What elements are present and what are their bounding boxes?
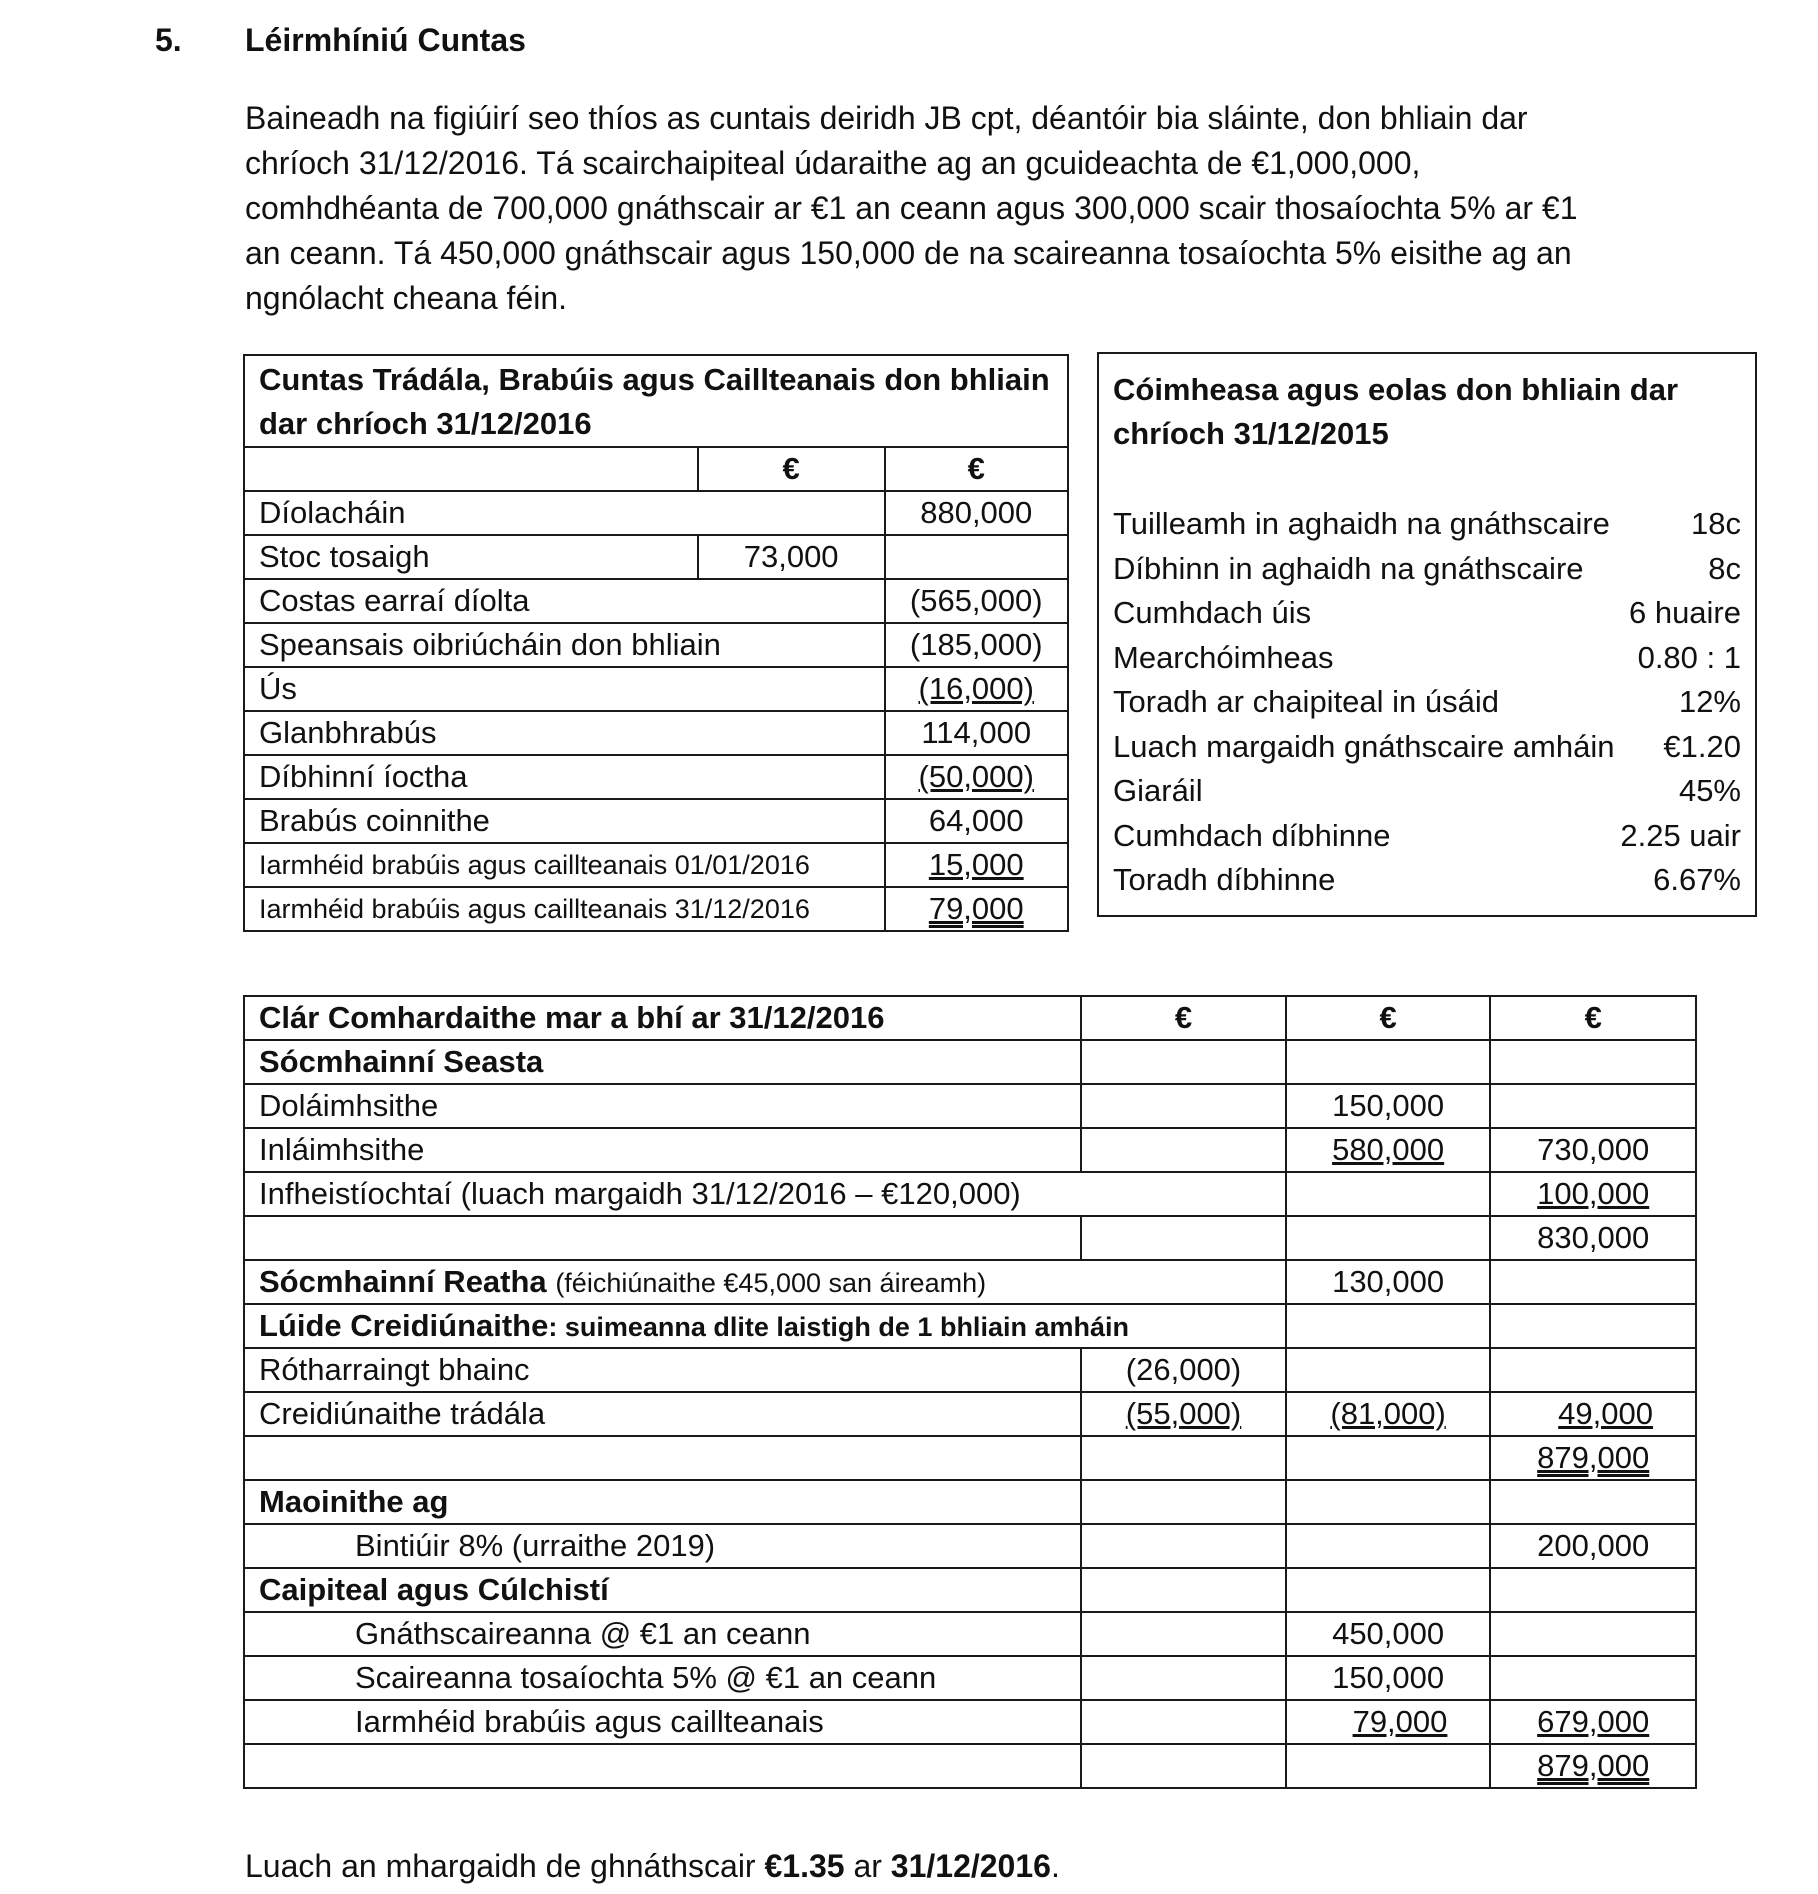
- row-label: [244, 1260, 1286, 1304]
- table-row: [244, 799, 1068, 843]
- balance-sheet-table: [243, 995, 1697, 1789]
- table-cell: [1081, 1128, 1286, 1172]
- ratios-title-line: Cóimheasa agus eolas don bhliain dar: [1113, 372, 1679, 407]
- table-row: [244, 887, 1068, 931]
- intro-paragraph: [245, 96, 1645, 321]
- row-value: 64,000: [885, 799, 1069, 843]
- table-cell: [1286, 1304, 1491, 1348]
- table-cell: [1286, 1348, 1491, 1392]
- table-row: [244, 996, 1696, 1040]
- table-row: [244, 1216, 1696, 1260]
- section-heading: Maoinithe ag: [244, 1480, 1081, 1524]
- table-cell: [1490, 1480, 1696, 1524]
- table-row: [244, 1568, 1696, 1612]
- table-cell: [1286, 1524, 1491, 1568]
- table-row: [244, 491, 1068, 535]
- table-cell: [1286, 1172, 1491, 1216]
- footer-text: Luach an mhargaidh de ghnáthscair: [245, 1848, 765, 1884]
- table-cell: [1081, 1480, 1286, 1524]
- table-cell: [1490, 1304, 1696, 1348]
- table-row: [244, 1040, 1696, 1084]
- table-cell: [1081, 1040, 1286, 1084]
- row-label: Stoc tosaigh: [244, 535, 698, 579]
- row-label: Costas earraí díolta: [244, 579, 885, 623]
- ratio-row: [1113, 769, 1741, 814]
- footer-note: [245, 1848, 1060, 1885]
- table-row: [244, 843, 1068, 887]
- ratio-label: Tuilleamh in aghaidh na gnáthscaire: [1113, 506, 1610, 541]
- market-price: €1.35: [764, 1848, 845, 1884]
- currency-header: €: [698, 447, 885, 491]
- row-value: 200,000: [1490, 1524, 1696, 1568]
- row-value: 879,000: [1490, 1436, 1696, 1480]
- intro-line: ngnólacht cheana féin.: [245, 280, 568, 316]
- row-value: 150,000: [1286, 1084, 1491, 1128]
- ratio-value: 6.67%: [1653, 862, 1741, 897]
- row-label: Infheistíochtaí (luach margaidh 31/12/2016 – €120,000): [244, 1172, 1286, 1216]
- table-cell: [1490, 1348, 1696, 1392]
- table-row: [244, 1304, 1696, 1348]
- ratio-row: [1113, 858, 1741, 903]
- question-number: 5.: [155, 22, 182, 58]
- table-cell: [1081, 1568, 1286, 1612]
- row-label: Doláimhsithe: [244, 1084, 1081, 1128]
- row-value: (26,000): [1081, 1348, 1286, 1392]
- row-value: 114,000: [885, 711, 1069, 755]
- row-label: Iarmhéid brabúis agus caillteanais: [244, 1700, 1081, 1744]
- row-value: (55,000): [1081, 1392, 1286, 1436]
- ratio-label: Díbhinn in aghaidh na gnáthscaire: [1113, 550, 1584, 586]
- table-cell: [1490, 1260, 1696, 1304]
- section-heading: Caipiteal agus Cúlchistí: [244, 1568, 1081, 1612]
- table-cell: [1490, 1612, 1696, 1656]
- row-value: 150,000: [1286, 1656, 1491, 1700]
- row-label: Brabús coinnithe: [244, 799, 885, 843]
- table-cell: [1081, 1216, 1286, 1260]
- table-cell: [1490, 1656, 1696, 1700]
- table-cell: [1490, 1568, 1696, 1612]
- row-value: 880,000: [885, 491, 1069, 535]
- table-row: [244, 1392, 1696, 1436]
- ratio-row: [1113, 725, 1741, 770]
- intro-line: comhdhéanta de 700,000 gnáthscair ar €1 an ceann agus 300,000 scair thosaíochta 5% ar €1: [245, 190, 1578, 226]
- ratio-label: Mearchóimheas: [1113, 639, 1334, 675]
- row-note: : suimeanna dlite laistigh de 1 bhliain amháin: [548, 1312, 1129, 1342]
- trading-account-title: Cuntas Trádála, Brabúis agus Caillteanais don bhliain dar chríoch 31/12/2016: [244, 355, 1068, 447]
- row-label: Glanbhrabús: [244, 711, 885, 755]
- row-value: 450,000: [1286, 1612, 1491, 1656]
- table-cell: [1286, 1568, 1491, 1612]
- row-value: 580,000: [1286, 1128, 1491, 1172]
- table-cell: [1490, 1040, 1696, 1084]
- footer-date: 31/12/2016: [890, 1848, 1051, 1884]
- row-label: Díolacháin: [244, 491, 885, 535]
- ratio-value: 2.25 uair: [1620, 817, 1741, 853]
- ratio-label: Cumhdach úis: [1113, 595, 1312, 630]
- table-cell: [1286, 1480, 1491, 1524]
- row-value: 15,000: [885, 843, 1069, 887]
- row-value: (185,000): [885, 623, 1069, 667]
- table-row: [244, 1436, 1696, 1480]
- table-row: [244, 1172, 1696, 1216]
- row-label: Speansais oibriúcháin don bhliain: [244, 623, 885, 667]
- row-value: 49,000: [1490, 1392, 1696, 1436]
- row-label: Rótharraingt bhainc: [244, 1348, 1081, 1392]
- table-row: [244, 1260, 1696, 1304]
- ratio-label: Toradh díbhinne: [1113, 862, 1336, 897]
- table-row: [244, 1700, 1696, 1744]
- row-value: 830,000: [1490, 1216, 1696, 1260]
- table-cell: [1081, 1656, 1286, 1700]
- table-cell: [244, 447, 698, 491]
- section-heading: Lúide Creidiúnaithe: [259, 1308, 549, 1343]
- table-row: [244, 1348, 1696, 1392]
- ratio-value: 0.80 : 1: [1637, 639, 1741, 675]
- intro-line: an ceann. Tá 450,000 gnáthscair agus 150,000 de na scaireanna tosaíochta 5% eisithe ag an: [245, 235, 1572, 271]
- row-label: Creidiúnaithe trádála: [244, 1392, 1081, 1436]
- table-row: [244, 755, 1068, 799]
- table-row: [244, 1656, 1696, 1700]
- intro-line: Baineadh na figiúirí seo thíos as cuntais deiridh JB cpt, déantóir bia sláinte, don bhliain dar: [245, 100, 1528, 136]
- row-label: [244, 1304, 1286, 1348]
- intro-line: chríoch 31/12/2016. Tá scairchaipiteal údaraithe ag an gcuideachta de €1,000,000,: [245, 145, 1421, 181]
- ratios-title: [1113, 368, 1741, 456]
- row-value: (81,000): [1286, 1392, 1491, 1436]
- row-value: [885, 535, 1069, 579]
- currency-header: €: [885, 447, 1069, 491]
- question-title: Léirmhíniú Cuntas: [245, 22, 526, 58]
- table-cell: [244, 1436, 1081, 1480]
- row-label: Ús: [244, 667, 885, 711]
- row-value: 79,000: [1286, 1700, 1491, 1744]
- section-heading: Sócmhainní Reatha: [259, 1264, 547, 1299]
- ratio-value: 45%: [1678, 773, 1741, 808]
- table-row: [244, 1744, 1696, 1788]
- row-value: 79,000: [885, 887, 1069, 931]
- ratio-value: 8c: [1708, 550, 1741, 586]
- row-value: 730,000: [1490, 1128, 1696, 1172]
- table-cell: [1081, 1084, 1286, 1128]
- ratio-value: €1.20: [1663, 728, 1741, 764]
- ratio-row: [1113, 502, 1741, 547]
- table-cell: [1081, 1436, 1286, 1480]
- footer-text: .: [1050, 1848, 1060, 1884]
- table-row: [244, 667, 1068, 711]
- currency-header: €: [1081, 996, 1286, 1040]
- row-label: Iarmhéid brabúis agus caillteanais 01/01/2016: [244, 843, 885, 887]
- footer-text: ar: [844, 1848, 891, 1884]
- table-row: [244, 535, 1068, 579]
- currency-header: €: [1490, 996, 1696, 1040]
- ratios-box: [1097, 352, 1757, 917]
- row-value: 73,000: [698, 535, 885, 579]
- ratio-value: 18c: [1691, 506, 1741, 541]
- row-note: (féichiúnaithe €45,000 san áireamh): [555, 1268, 987, 1298]
- trading-account-table: [243, 354, 1069, 932]
- row-label: Iarmhéid brabúis agus caillteanais 31/12/2016: [244, 887, 885, 931]
- ratio-label: Toradh ar chaipiteal in úsáid: [1113, 684, 1500, 719]
- table-cell: [1081, 1612, 1286, 1656]
- table-cell: [244, 1216, 1081, 1260]
- ratios-title-line: chríoch 31/12/2015: [1113, 416, 1389, 451]
- ratio-row: [1113, 591, 1741, 636]
- table-cell: [1286, 1040, 1491, 1084]
- table-cell: [1286, 1744, 1491, 1788]
- row-value: (565,000): [885, 579, 1069, 623]
- balance-sheet-title: Clár Comhardaithe mar a bhí ar 31/12/2016: [244, 996, 1081, 1040]
- table-row: [244, 1480, 1696, 1524]
- ratio-row: [1113, 547, 1741, 592]
- ratio-label: Luach margaidh gnáthscaire amháin: [1113, 728, 1615, 764]
- table-cell: [1286, 1216, 1491, 1260]
- section-heading: Sócmhainní Seasta: [244, 1040, 1081, 1084]
- table-row: [244, 1084, 1696, 1128]
- row-label: Scaireanna tosaíochta 5% @ €1 an ceann: [244, 1656, 1081, 1700]
- row-value: 100,000: [1490, 1172, 1696, 1216]
- row-value: 679,000: [1490, 1700, 1696, 1744]
- row-label: Inláimhsithe: [244, 1128, 1081, 1172]
- table-row: [244, 1524, 1696, 1568]
- ratio-row: [1113, 814, 1741, 859]
- table-row: [244, 1612, 1696, 1656]
- row-label: Bintiúir 8% (urraithe 2019): [244, 1524, 1081, 1568]
- row-value: (50,000): [885, 755, 1069, 799]
- ratio-label: Cumhdach díbhinne: [1113, 817, 1391, 853]
- ratio-value: 6 huaire: [1628, 595, 1741, 630]
- table-cell: [244, 1744, 1081, 1788]
- table-cell: [1286, 1436, 1491, 1480]
- table-cell: [1490, 1084, 1696, 1128]
- table-row: [244, 623, 1068, 667]
- ratio-label: Giaráil: [1113, 773, 1203, 808]
- table-row: [244, 579, 1068, 623]
- ratio-row: [1113, 680, 1741, 725]
- row-value: 879,000: [1490, 1744, 1696, 1788]
- row-label: Díbhinní íoctha: [244, 755, 885, 799]
- table-cell: [1081, 1744, 1286, 1788]
- table-row: [244, 1128, 1696, 1172]
- ratio-row: [1113, 636, 1741, 681]
- table-row: [244, 711, 1068, 755]
- table-cell: [1081, 1700, 1286, 1744]
- table-cell: [1081, 1524, 1286, 1568]
- row-value: 130,000: [1286, 1260, 1491, 1304]
- row-label: Gnáthscaireanna @ €1 an ceann: [244, 1612, 1081, 1656]
- ratio-value: 12%: [1678, 684, 1741, 719]
- row-value: (16,000): [885, 667, 1069, 711]
- currency-header: €: [1286, 996, 1491, 1040]
